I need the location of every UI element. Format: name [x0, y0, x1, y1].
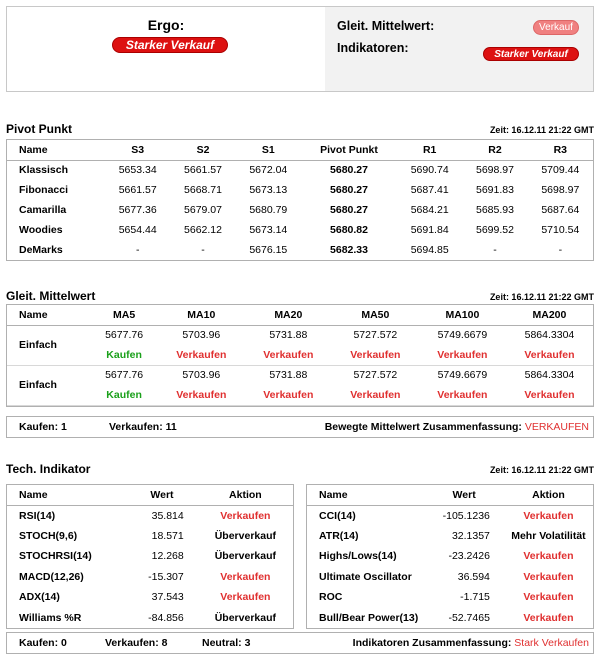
ergo-label: Ergo: [147, 17, 185, 33]
tech-row [7, 607, 293, 627]
ma-col-header: MA50 [332, 305, 419, 325]
pivot-table [6, 139, 594, 261]
ma-footer [6, 416, 594, 438]
tech-indicator-value: 36.594 [457, 570, 490, 583]
pivot-value: 5694.85 [410, 244, 449, 256]
tech-row [307, 587, 593, 607]
pivot-col-header: Pivot Punkt [301, 140, 397, 160]
ma-title: Gleit. Mittelwert [6, 289, 96, 303]
tech-row [7, 567, 293, 587]
ma-value: 5731.88 [269, 329, 308, 342]
pivot-value: 5676.15 [249, 244, 288, 256]
pivot-value: 5680.27 [330, 184, 368, 196]
tech-indicator-value: 32.1357 [451, 529, 490, 542]
pivot-value: 5684.21 [410, 204, 449, 216]
ma-action: Verkaufen [506, 345, 593, 365]
ma-action: Kaufen [90, 385, 157, 405]
tech-indicator-value: -15.307 [148, 570, 184, 583]
ma-buy-count: Kaufen: 1 [19, 421, 67, 433]
tech-indicator-name: ADX(14) [19, 591, 60, 604]
ma-action: Verkaufen [419, 385, 506, 405]
ma-action: Kaufen [90, 345, 157, 365]
pivot-value: 5687.41 [410, 184, 449, 196]
tech-indicator-name: STOCHRSI(14) [19, 550, 92, 563]
tech-indicator-action: Verkaufen [523, 570, 574, 583]
tech-summary [353, 637, 589, 649]
tech-indicator-name: Williams %R [19, 611, 82, 624]
ma-summary-text: Bewegte Mittelwert Zusammenfassung: [324, 421, 522, 433]
tech-indicator-name: Ultimate Oscillator [319, 570, 412, 583]
pivot-row-name: Fibonacci [19, 184, 69, 196]
tech-indicator-action: Verkaufen [220, 591, 271, 604]
pivot-value: 5668.71 [184, 184, 222, 196]
ma-col-header: MA20 [245, 305, 332, 325]
ma-row-name: Einfach [7, 325, 90, 365]
pivot-value: 5687.64 [541, 204, 580, 216]
tech-row [7, 587, 293, 607]
ma-summary-badge: Verkauf [533, 20, 579, 35]
pivot-value: - [558, 244, 563, 256]
tech-indicator-name: Highs/Lows(14) [319, 550, 397, 563]
pivot-col-header: R3 [528, 140, 593, 160]
tech-row [307, 505, 593, 525]
ergo-badge: Starker Verkauf [112, 37, 228, 53]
tech-row [7, 505, 293, 525]
ma-action: Verkaufen [419, 345, 506, 365]
ma-value: 5677.76 [105, 329, 144, 342]
tech-indicator-name: Bull/Bear Power(13) [319, 611, 419, 624]
tech-col-header: Name [307, 485, 424, 505]
ma-value: 5703.96 [182, 369, 221, 382]
tech-indicator-value: -105.1236 [442, 509, 490, 522]
pivot-value: 5698.97 [476, 164, 514, 177]
pivot-row-name: Camarilla [19, 204, 67, 216]
pivot-row [7, 200, 593, 220]
tech-indicator-action: Verkaufen [523, 591, 574, 604]
tech-footer [6, 632, 594, 654]
tech-buy-count: Kaufen: 0 [19, 637, 67, 649]
ma-action: Verkaufen [506, 385, 593, 405]
pivot-value: 5690.74 [410, 164, 449, 177]
tech-summary-value: Stark Verkaufen [514, 637, 589, 649]
pivot-value: 5685.93 [476, 204, 514, 216]
tech-row [7, 526, 293, 546]
pivot-value: 5673.13 [249, 184, 288, 196]
pivot-col-header: R1 [397, 140, 462, 160]
tech-indicator-action: Verkaufen [523, 611, 574, 624]
tech-indicator-value: -1.715 [460, 591, 490, 604]
tech-indicator-value: 18.571 [151, 529, 184, 542]
ma-value: 5727.572 [353, 369, 398, 382]
pivot-col-header: S1 [236, 140, 301, 160]
ma-col-header: Name [7, 305, 90, 325]
ma-summary-value: VERKAUFEN [524, 421, 589, 433]
ma-value: 5677.76 [105, 369, 144, 382]
ma-sell-count: Verkaufen: 11 [109, 421, 177, 433]
ma-value: 5864.3304 [524, 329, 575, 342]
pivot-row [7, 160, 593, 180]
tech-indicator-action: Verkaufen [523, 509, 574, 522]
ma-value: 5731.88 [269, 369, 308, 382]
tech-col-header: Aktion [504, 485, 593, 505]
ma-action: Verkaufen [332, 385, 419, 405]
tech-indicator-action: Mehr Volatilität [511, 529, 586, 542]
tech-indicator-name: ATR(14) [319, 529, 359, 542]
ma-row [7, 325, 593, 345]
ma-col-header: MA10 [158, 305, 245, 325]
tech-summary-text: Indikatoren Zusammenfassung: [352, 637, 512, 649]
ma-value: 5749.6679 [437, 369, 488, 382]
tech-neutral-count: Neutral: 3 [202, 637, 251, 649]
pivot-time: Zeit: 16.12.11 21:22 GMT [489, 125, 594, 135]
tech-indicator-action: Überverkauf [214, 550, 276, 563]
pivot-row-name: DeMarks [19, 244, 63, 256]
ma-summary-label: Gleit. Mittelwert: [337, 19, 435, 33]
pivot-value: 5682.33 [330, 244, 368, 256]
tech-indicator-value: 12.268 [151, 550, 184, 563]
pivot-row [7, 220, 593, 240]
ma-col-header: MA5 [90, 305, 157, 325]
tech-indicator-value: -52.7465 [448, 611, 490, 624]
ma-row [7, 365, 593, 385]
tech-col-header: Name [7, 485, 126, 505]
tech-indicator-value: -84.856 [148, 611, 184, 624]
pivot-value: 5680.82 [330, 224, 368, 236]
ma-action: Verkaufen [245, 345, 332, 365]
pivot-value: 5653.34 [118, 164, 157, 177]
tech-indicator-name: STOCH(9,6) [19, 529, 78, 542]
summary-detail [325, 7, 593, 91]
tech-indicator-name: RSI(14) [19, 509, 56, 522]
pivot-value: 5680.27 [330, 164, 368, 177]
pivot-value: 5698.97 [541, 184, 580, 196]
pivot-value: 5691.84 [410, 224, 449, 236]
tech-row [307, 526, 593, 546]
ma-value: 5727.572 [353, 329, 398, 342]
summary-box [6, 6, 594, 92]
tech-indicator-value: 37.543 [151, 591, 184, 604]
pivot-title: Pivot Punkt [6, 122, 73, 136]
tech-col-header: Aktion [198, 485, 293, 505]
ma-col-header: MA100 [419, 305, 506, 325]
pivot-col-header: S3 [105, 140, 170, 160]
ma-summary [325, 421, 589, 433]
tech-indicator-value: 35.814 [151, 509, 184, 522]
pivot-value: 5691.83 [476, 184, 514, 196]
pivot-value: 5661.57 [118, 184, 157, 196]
pivot-value: 5709.44 [541, 164, 580, 177]
ma-table [6, 304, 594, 407]
tech-indicator-action: Verkaufen [220, 570, 271, 583]
ma-action: Verkaufen [158, 385, 245, 405]
pivot-value: 5672.04 [249, 164, 288, 177]
pivot-value: - [135, 244, 140, 256]
pivot-col-header: R2 [462, 140, 527, 160]
pivot-value: - [493, 244, 497, 256]
tech-title: Tech. Indikator [6, 462, 91, 476]
pivot-value: 5662.12 [184, 224, 222, 236]
tech-row [307, 546, 593, 566]
pivot-row [7, 240, 593, 260]
ind-summary-badge: Starker Verkauf [483, 47, 579, 61]
pivot-value: 5673.14 [249, 224, 288, 236]
summary-overall [7, 7, 325, 91]
ma-value: 5749.6679 [437, 329, 488, 342]
ma-action-row [7, 345, 593, 365]
tech-row [307, 567, 593, 587]
tech-row [307, 607, 593, 627]
ma-col-header: MA200 [506, 305, 593, 325]
tech-indicator-action: Verkaufen [523, 550, 574, 563]
pivot-value: 5661.57 [184, 164, 222, 177]
pivot-value: 5679.07 [184, 204, 222, 216]
tech-col-header: Wert [424, 485, 504, 505]
tech-table-right [306, 484, 594, 629]
pivot-col-header: S2 [170, 140, 235, 160]
pivot-row-name: Woodies [19, 224, 63, 236]
pivot-value: 5680.27 [330, 204, 368, 216]
pivot-value: 5680.79 [249, 204, 288, 216]
ma-value: 5864.3304 [524, 369, 575, 382]
tech-row [7, 546, 293, 566]
pivot-value: - [201, 244, 205, 256]
ma-action: Verkaufen [332, 345, 419, 365]
pivot-row-name: Klassisch [19, 164, 69, 177]
pivot-row [7, 180, 593, 200]
tech-indicator-name: MACD(12,26) [19, 570, 84, 583]
tech-indicator-action: Überverkauf [214, 529, 276, 542]
tech-time: Zeit: 16.12.11 21:22 GMT [489, 465, 594, 475]
tech-indicator-action: Überverkauf [214, 611, 276, 624]
tech-indicator-name: ROC [319, 591, 343, 604]
pivot-col-header: Name [7, 140, 105, 160]
tech-indicator-value: -23.2426 [448, 550, 490, 563]
ma-value: 5703.96 [182, 329, 221, 342]
ma-time: Zeit: 16.12.11 21:22 GMT [489, 292, 594, 302]
pivot-value: 5654.44 [118, 224, 157, 236]
tech-sell-count: Verkaufen: 8 [105, 637, 168, 649]
ma-row-name: Einfach [7, 365, 90, 405]
ind-summary-label: Indikatoren: [337, 41, 409, 55]
tech-indicator-action: Verkaufen [220, 509, 271, 522]
tech-table-left [6, 484, 294, 629]
tech-col-header: Wert [126, 485, 198, 505]
pivot-value: 5699.52 [476, 224, 514, 236]
ma-action: Verkaufen [245, 385, 332, 405]
ma-action-row [7, 385, 593, 405]
pivot-value: 5710.54 [541, 224, 580, 236]
tech-indicator-name: CCI(14) [319, 509, 356, 522]
ma-action: Verkaufen [158, 345, 245, 365]
pivot-value: 5677.36 [118, 204, 157, 216]
